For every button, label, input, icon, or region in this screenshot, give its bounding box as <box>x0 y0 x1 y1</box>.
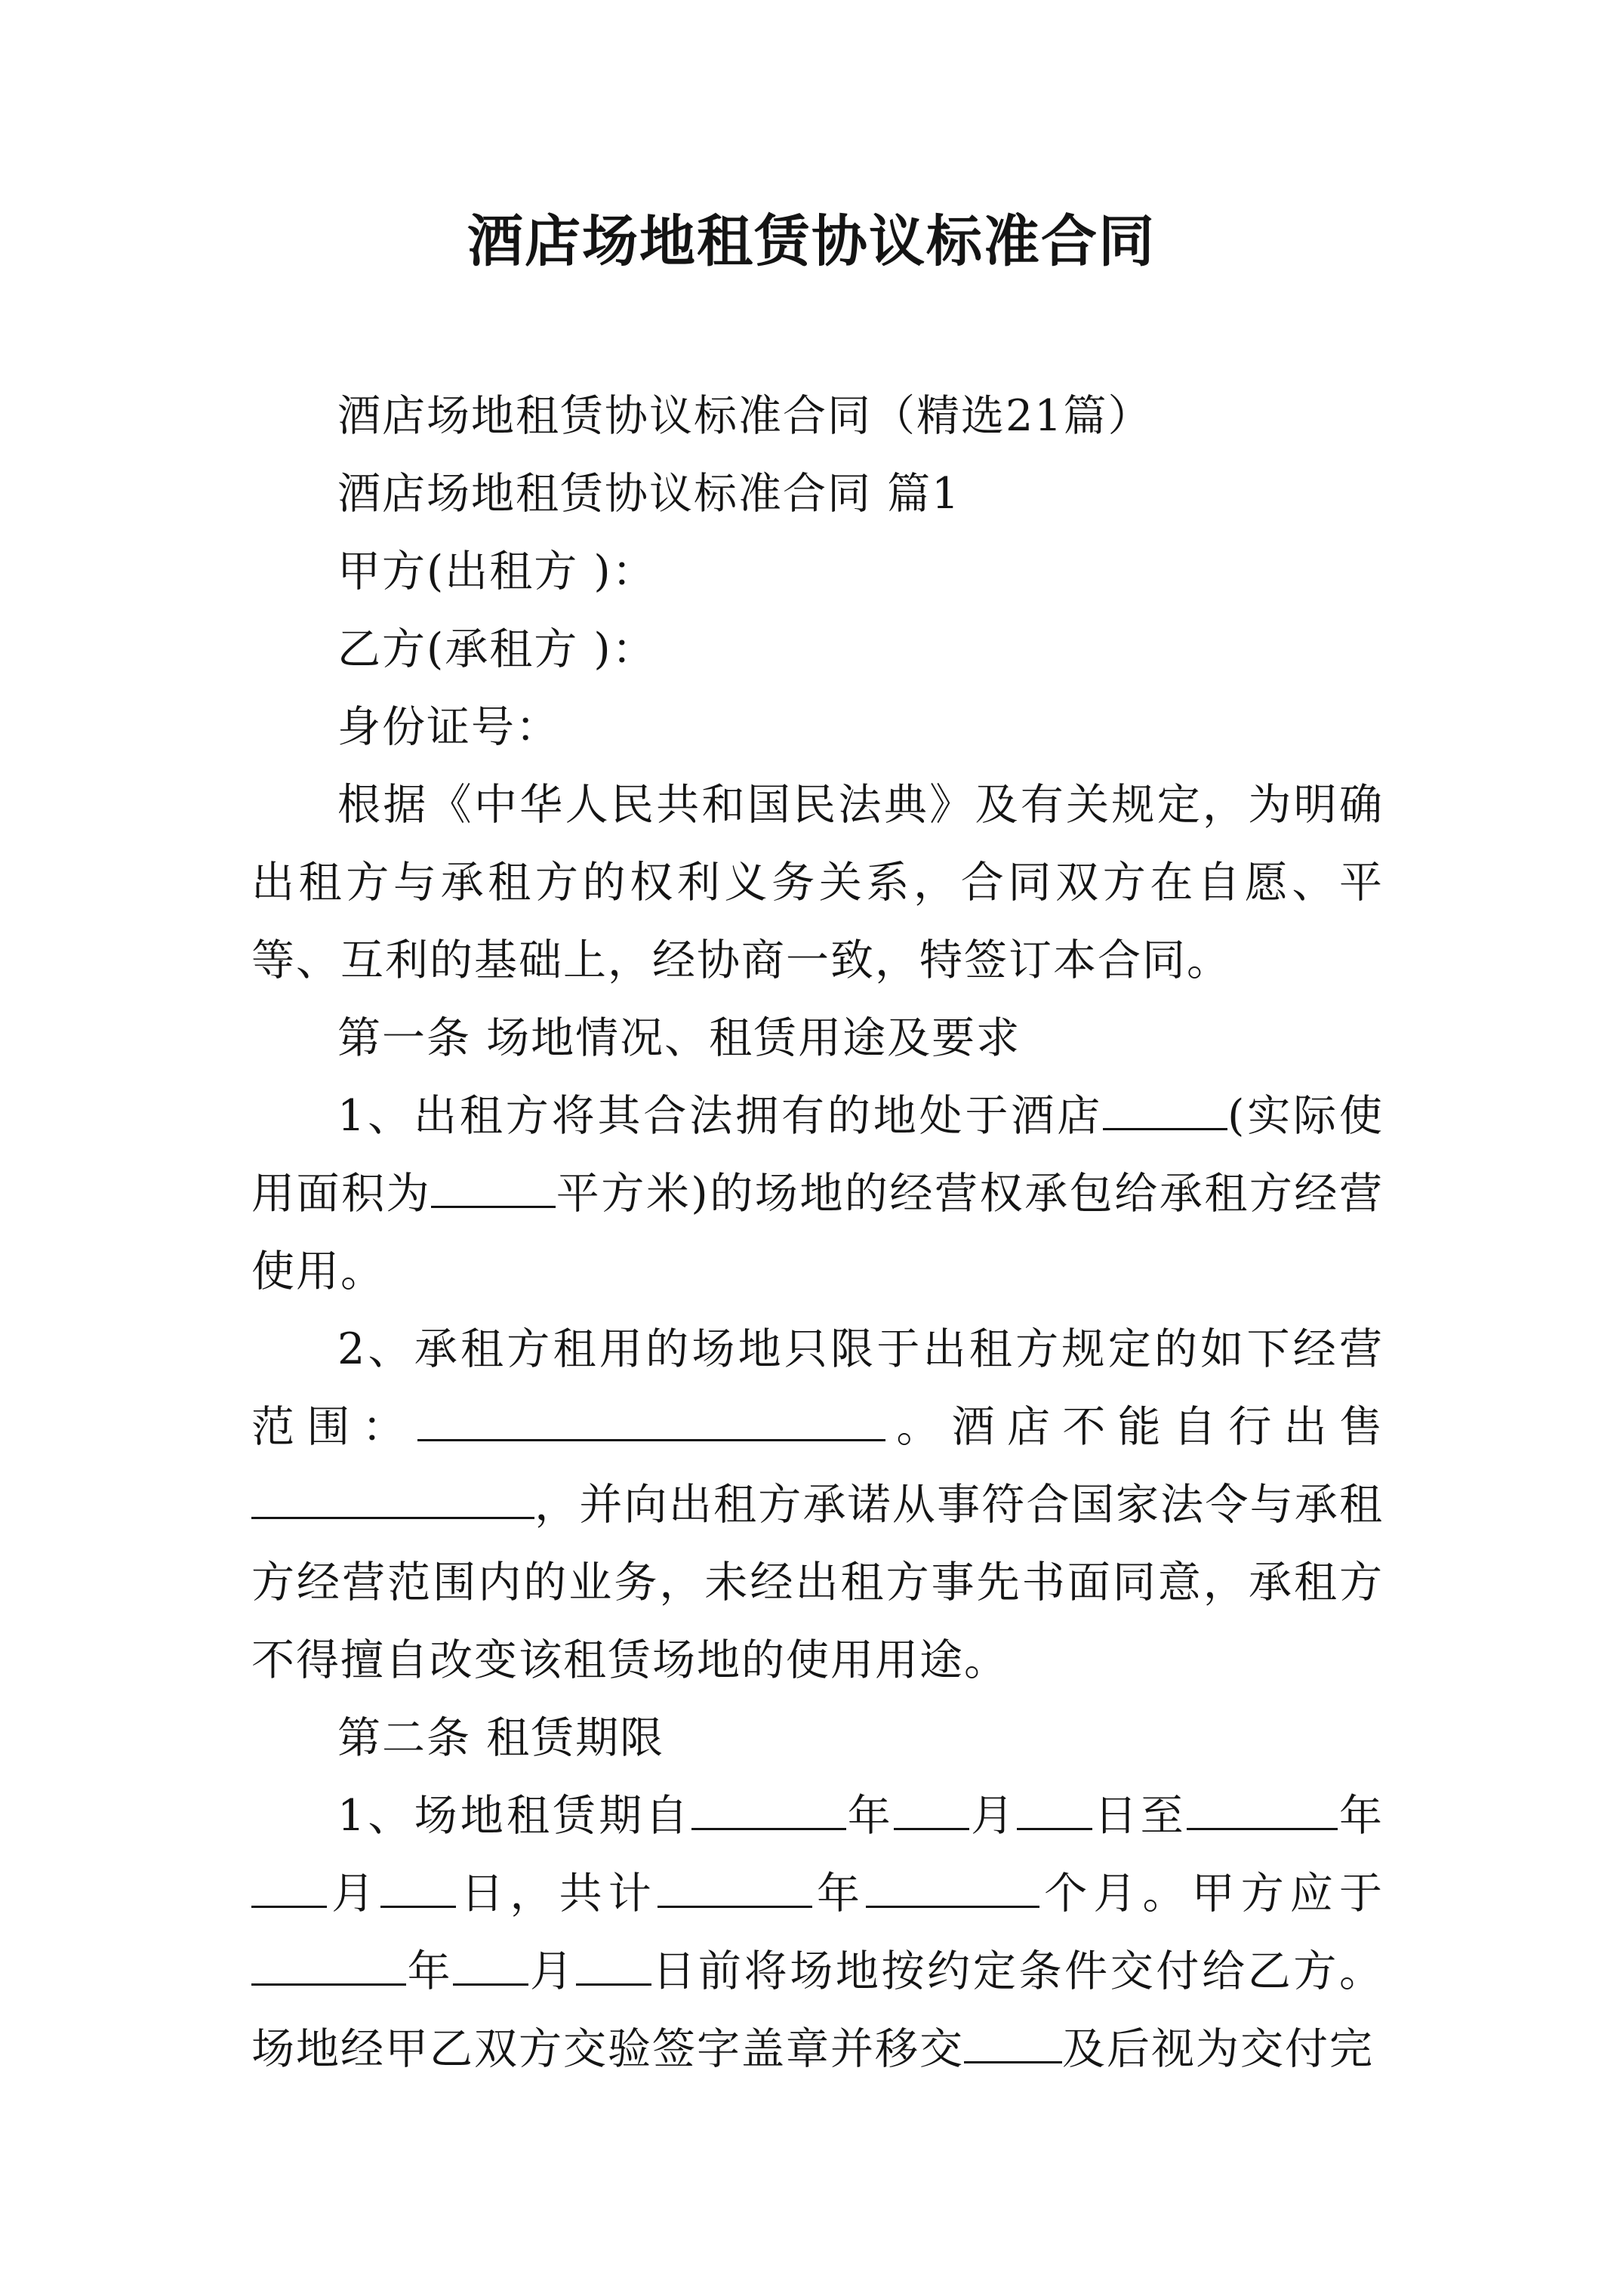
document-subtitle: 酒店场地租赁协议标准合同（精选21篇） <box>337 391 1153 441</box>
handover-year-blank <box>251 1946 406 1986</box>
venue-location-blank <box>1103 1090 1227 1130</box>
month-label: 月 <box>327 1869 381 1918</box>
article1-heading: 第一条 场地情况、租赁用途及要求 <box>337 1013 1021 1063</box>
year-label: 年 <box>406 1946 454 1996</box>
day-to-label: 日至 <box>1092 1791 1187 1841</box>
handover-month-blank <box>453 1946 528 1986</box>
start-year-blank <box>691 1790 846 1830</box>
month-label: 月 <box>528 1946 576 1996</box>
section-heading: 酒店场地租赁协议标准合同 篇1 <box>337 469 961 519</box>
prohibited-items-blank <box>251 1479 534 1519</box>
year-label: 年 <box>812 1869 867 1918</box>
handover-item-blank <box>964 2023 1062 2063</box>
document-body <box>251 378 1384 2088</box>
day-before-label: 日前将场地按约定条件交付给乙方。场地经甲乙双方交验签字盖章并移交 <box>251 1946 1384 2074</box>
month-label: 月 <box>969 1791 1018 1841</box>
intro-paragraph: 根据《中华人民共和国民法典》及有关规定，为明确出租方与承租方的权利义务关系，合同双方在自愿、平等、互利的基础上，经协商一致，特签订本合同。 <box>251 780 1384 985</box>
end-month-blank <box>251 1868 327 1908</box>
article1-item2-text-3: ，并向出租方承诺从事符合国家法令与承租方经营范围内的业务，未经出租方事先书面同意，承租方不得擅自改变该租赁场地的使用用途。 <box>251 1480 1384 1685</box>
article1-item1-text-2: (实际使用面积为 <box>251 1091 1384 1219</box>
party-b-line: 乙方(承租方 )： <box>337 624 657 674</box>
article1-item1 <box>251 1077 1384 1311</box>
party-a-line: 甲方(出租方 )： <box>337 547 657 596</box>
article1-item2-text-2: 。酒店不能自行出售 <box>885 1402 1384 1452</box>
tail-label: 及后视为交付完 <box>1062 2024 1374 2074</box>
article1-item2 <box>251 1311 1384 1700</box>
start-day-blank <box>1017 1790 1092 1830</box>
total-years-blank <box>658 1868 812 1908</box>
handover-day-blank <box>576 1946 651 1986</box>
end-year-blank <box>1187 1790 1338 1830</box>
months-tail-label: 个月。甲方应于 <box>1039 1869 1384 1918</box>
article2-item1 <box>251 1777 1384 2088</box>
start-month-blank <box>894 1790 969 1830</box>
article1-item1-text-1: 1、出租方将其合法拥有的地处于酒店 <box>337 1091 1104 1141</box>
year-label: 年 <box>845 1791 894 1841</box>
id-number-line: 身份证号： <box>337 702 560 752</box>
article1-item1-text-3: 平方米)的场地的经营权承包给承租方经营使用。 <box>251 1169 1384 1296</box>
total-months-blank <box>866 1868 1039 1908</box>
end-day-blank <box>380 1868 456 1908</box>
document-title: 酒店场地租赁协议标准合同 <box>467 209 1156 274</box>
area-blank <box>431 1168 556 1208</box>
year-label: 年 <box>1337 1791 1384 1841</box>
article2-item1-text-1: 1、场地租赁期自 <box>337 1791 691 1841</box>
day-total-label: 日，共计 <box>456 1869 658 1918</box>
article2-heading: 第二条 租赁期限 <box>337 1713 665 1763</box>
business-scope-blank <box>417 1401 885 1441</box>
article1-item2-text-1: 2、承租方租用的场地只限于出租方规定的如下经营范围： <box>251 1324 1384 1452</box>
